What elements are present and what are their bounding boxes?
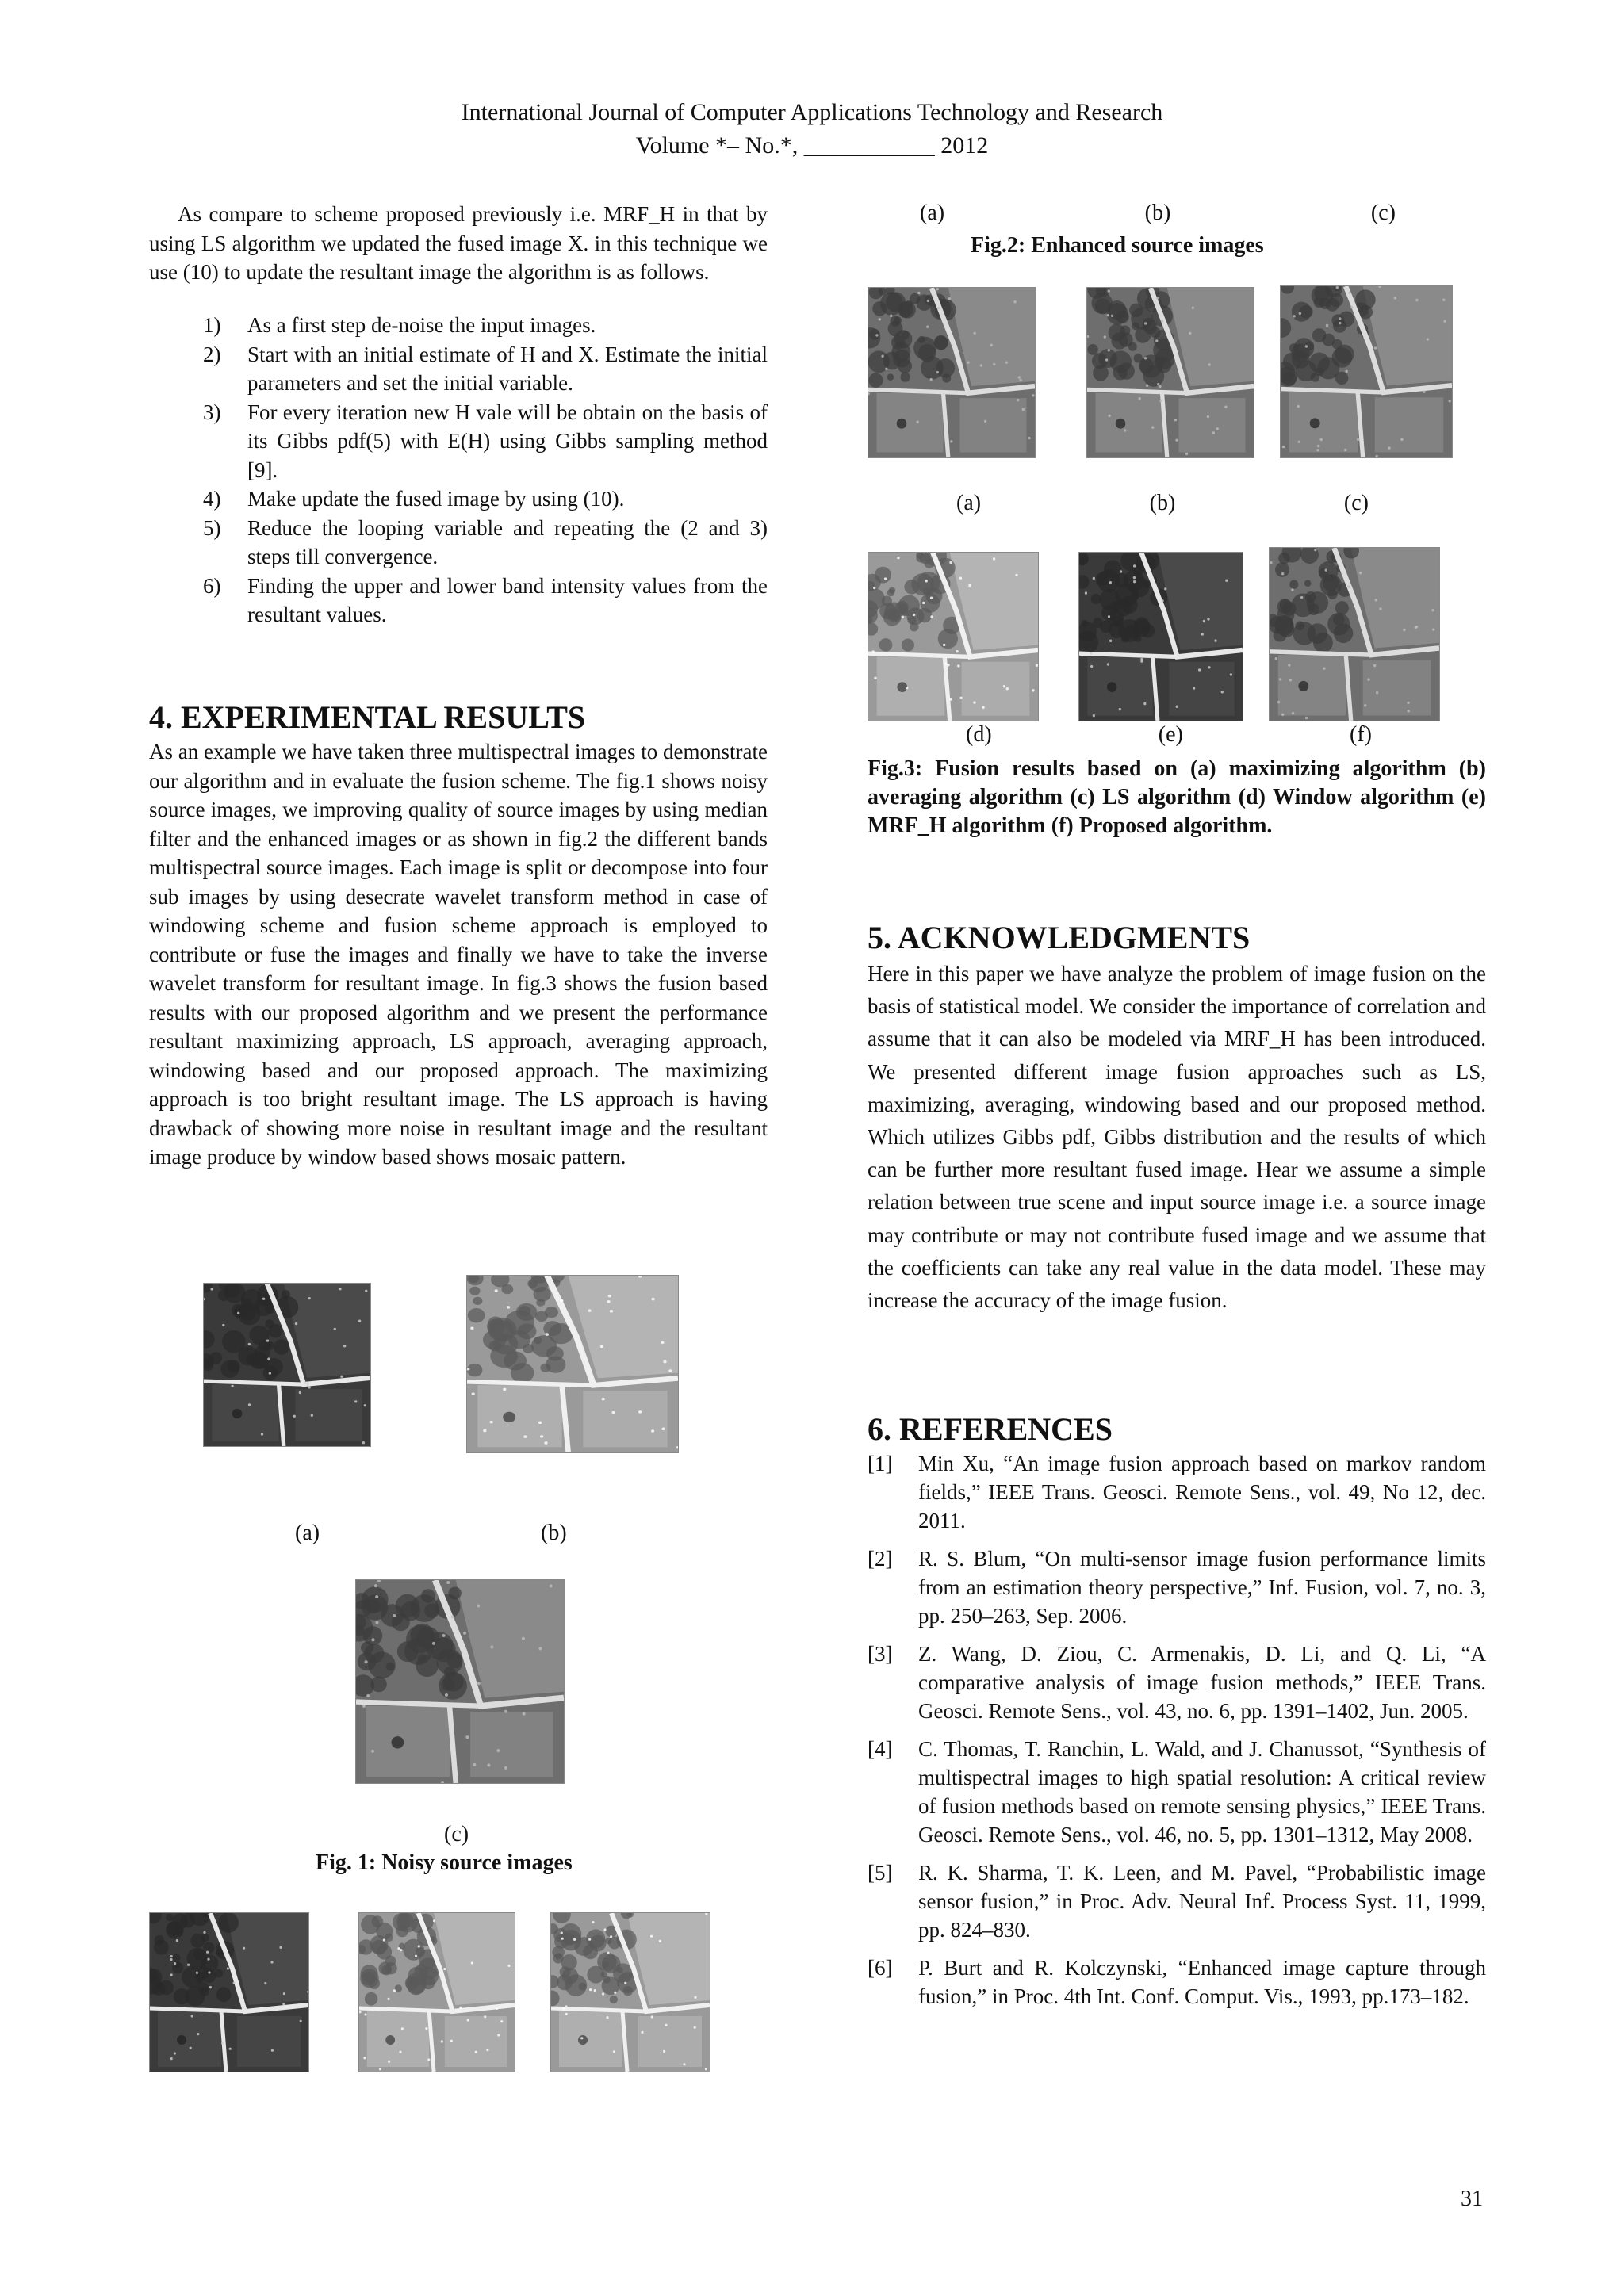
algorithm-steps xyxy=(203,311,768,629)
fig3-label-d: (d) xyxy=(966,722,992,747)
section-4-heading: 4. EXPERIMENTAL RESULTS xyxy=(149,699,586,735)
page-number: 31 xyxy=(1461,2187,1483,2211)
fig1-image-a xyxy=(203,1283,371,1447)
fig1-label-c: (c) xyxy=(444,1822,469,1846)
fig1-caption: Fig. 1: Noisy source images xyxy=(316,1850,573,1875)
fig3-label-b: (b) xyxy=(1149,491,1176,515)
reference-item: [3] Z. Wang, D. Ziou, C. Armenakis, D. Li, and Q. Li, “A comparative analysis of image fusion methods,” IEEE Trans. Geosci. Remote Sens., vol. 43, no. 6, pp. 1391–1402, Jun. 2005. xyxy=(868,1642,1486,1723)
fig2-label-b: (b) xyxy=(1144,201,1171,225)
fig3-image-a xyxy=(868,287,1036,458)
bottom-image-2 xyxy=(358,1912,515,2072)
fig1-image-b xyxy=(466,1275,679,1453)
fig1-label-b: (b) xyxy=(541,1521,567,1545)
fig3-caption: Fig.3: Fusion results based on (a) maximizing algorithm (b) averaging algorithm (c) LS algorithm (d) Window algorithm (e) MRF_H algorithm (f) Proposed algorithm. xyxy=(868,756,1486,838)
algorithm-step: 5) Reduce the looping variable and repeating the (2 and 3) steps till convergence. xyxy=(203,515,768,568)
fig3-label-a: (a) xyxy=(956,491,982,515)
reference-item: [5] R. K. Sharma, T. K. Leen, and M. Pavel, “Probabilistic image sensor fusion,” in Proc. Adv. Neural Inf. Process Syst. 11, 1999, pp. 824–830. xyxy=(868,1861,1486,1942)
bottom-image-3 xyxy=(550,1912,710,2072)
reference-item: [6] P. Burt and R. Kolczynski, “Enhanced image capture through fusion,” in Proc. 4th Int. Conf. Comput. Vis., 1993, pp.173–182. xyxy=(868,1956,1486,2008)
fig2-label-c: (c) xyxy=(1370,201,1396,225)
fig3-label-e: (e) xyxy=(1158,722,1183,747)
fig1-image-c xyxy=(355,1579,565,1784)
section-5-paragraph: Here in this paper we have analyze the problem of image fusion on the basis of statistical model. We consider the importance of correlation and assume that it can also be modeled via MRF_H has been introduced. We presented different image fusion approaches such as LS, maximizing, averaging, windowing based and our proposed method. Which utilizes Gibbs pdf, Gibbs distribution and the results of which can be further more resultant fused image. Hear we assume a simple relation between true scene and input source image i.e. a source image may contribute or may not contribute fused image and we assume that the coefficients can take any real value in the data model. These may increase the accuracy of the image fusion. xyxy=(868,962,1486,1313)
reference-list xyxy=(868,1449,1486,2020)
section-5-heading: 5. ACKNOWLEDGMENTS xyxy=(868,920,1251,955)
reference-item: [2] R. S. Blum, “On multi-sensor image fusion performance limits from an estimation theory perspective,” Inf. Fusion, vol. 7, no. 3, pp. 250–263, Sep. 2006. xyxy=(868,1547,1486,1628)
volume-line: Volume *– No.*, ___________ 2012 xyxy=(635,132,989,159)
algorithm-step: 1) As a first step de-noise the input images. xyxy=(203,313,596,337)
algorithm-step: 2) Start with an initial estimate of H and X. Estimate the initial parameters and set the initial variable. xyxy=(203,342,768,395)
journal-title: International Journal of Computer Applications Technology and Research xyxy=(461,99,1163,125)
algorithm-step: 4) Make update the fused image by using (10). xyxy=(203,487,625,511)
algorithm-step: 6) Finding the upper and lower band intensity values from the resultant values. xyxy=(203,573,768,626)
fig3-labels-bottom xyxy=(966,721,1372,748)
fig3-label-f: (f) xyxy=(1350,722,1372,747)
fig2-caption: Fig.2: Enhanced source images xyxy=(971,233,1264,258)
section-6-heading: 6. REFERENCES xyxy=(868,1411,1113,1447)
intro-paragraph: As compare to scheme proposed previously i.e. MRF_H in that by using LS algorithm we updated the fused image X. in this technique we use (10) to update the resultant image the algorithm is as follows. xyxy=(149,202,768,284)
fig1-label-a: (a) xyxy=(295,1521,320,1545)
fig3-labels-top xyxy=(956,490,1369,517)
fig3-image-f xyxy=(1269,547,1440,721)
reference-item: [1] Min Xu, “An image fusion approach based on markov random fields,” IEEE Trans. Geosci. Remote Sens., vol. 49, No 12, dec. 2011. xyxy=(868,1452,1486,1533)
section-4-paragraph: As an example we have taken three multispectral images to demonstrate our algorithm and in evaluate the fusion scheme. The fig.1 shows noisy source images, we improving quality of source images by using median filter and the enhanced images or as shown in fig.2 the different bands multispectral source images. Each image is split or decompose into four sub images by using desecrate wavelet transform method in case of windowing scheme and fusion scheme approach is employed to contribute or fuse the images and finally we have to take the inverse wavelet transform for resultant image. In fig.3 shows the fusion based results with our proposed algorithm and we present the performance resultant maximizing approach, LS approach, averaging approach, windowing based and our proposed approach. The maximizing approach is too bright resultant image. The LS approach is having drawback of showing more noise in resultant image and the resultant image produce by window based shows mosaic pattern. xyxy=(149,740,768,1169)
fig3-image-b xyxy=(1086,287,1254,458)
fig2-label-a: (a) xyxy=(920,201,945,225)
fig3-image-e xyxy=(1078,552,1243,721)
reference-item: [4] C. Thomas, T. Ranchin, L. Wald, and J. Chanussot, “Synthesis of multispectral images to high spatial resolution: A critical review of fusion methods based on remote sensing physics,” IEEE Trans. Geosci. Remote Sens., vol. 46, no. 5, pp. 1301–1312, May 2008. xyxy=(868,1737,1486,1846)
bottom-image-1 xyxy=(149,1912,309,2072)
fig3-image-d xyxy=(868,552,1039,721)
fig2-labels xyxy=(920,200,1396,227)
fig3-image-c xyxy=(1280,285,1453,458)
fig3-label-c: (c) xyxy=(1343,491,1369,515)
algorithm-step: 3) For every iteration new H vale will be obtain on the basis of its Gibbs pdf(5) with E(H) using Gibbs sampling method [9]. xyxy=(203,400,768,482)
